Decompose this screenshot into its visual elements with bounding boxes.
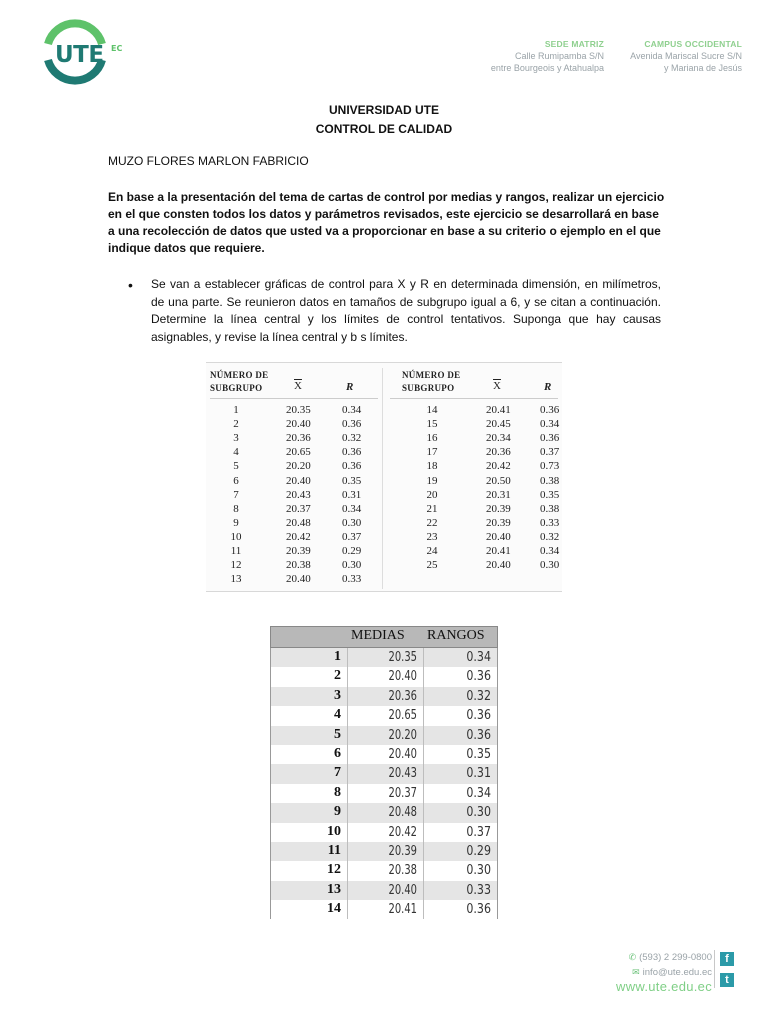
grid-line: [347, 861, 348, 880]
media-value: 20.20: [388, 727, 417, 743]
book-subgroup-number: 23: [426, 530, 438, 543]
header-xbar-left: $\overline{X}$: [294, 380, 302, 392]
twitter-icon[interactable]: t: [720, 973, 734, 987]
header-rule: [390, 398, 558, 399]
book-subgroup-number: 3: [233, 432, 239, 445]
book-subgroup-number: 19: [426, 474, 438, 487]
book-xbar-value: 20.43: [286, 488, 311, 501]
book-r-value: 0.37: [540, 446, 560, 459]
campus-line: Avenida Mariscal Sucre S/N: [630, 51, 742, 61]
book-xbar-value: 20.40: [486, 530, 511, 543]
book-xbar-value: 20.48: [286, 516, 311, 529]
grid-line: [347, 687, 348, 706]
table-row: [270, 667, 498, 686]
row-number: 5: [334, 726, 341, 742]
row-number: 11: [327, 842, 341, 858]
book-xbar-value: 20.40: [286, 474, 311, 487]
book-r-value: 0.29: [342, 545, 362, 557]
header-line: SUBGRUPO: [210, 383, 263, 393]
header-line: NÚMERO DE: [210, 370, 269, 380]
grid-line: [423, 648, 424, 667]
rango-value: 0.29: [466, 843, 491, 859]
grid-line: [423, 687, 424, 706]
row-number: 1: [334, 649, 341, 664]
book-r-value: 0.34: [540, 418, 560, 431]
logo-text: UTE: [55, 42, 104, 68]
table-row: [270, 726, 498, 745]
row-number: 2: [334, 668, 341, 684]
book-data-table: [206, 362, 562, 592]
media-value: 20.38: [388, 863, 417, 879]
grid-line: [347, 764, 348, 783]
grid-line: [423, 861, 424, 880]
rango-value: 0.36: [466, 669, 491, 685]
book-r-value: 0.35: [342, 474, 362, 487]
author-name: MUZO FLORES MARLON FABRICIO: [108, 154, 309, 168]
grid-line: [423, 667, 424, 686]
book-xbar-value: 20.36: [486, 446, 511, 459]
book-r-value: 0.30: [342, 516, 362, 529]
book-subgroup-number: 13: [230, 573, 242, 586]
book-r-value: 0.31: [342, 488, 362, 501]
book-subgroup-number: 6: [233, 474, 239, 487]
book-xbar-value: 20.41: [486, 545, 511, 557]
table-row: [270, 706, 498, 725]
book-r-value: 0.34: [342, 502, 362, 515]
media-value: 20.37: [388, 785, 417, 801]
campus-occidental: [630, 38, 742, 74]
book-r-value: 0.33: [342, 573, 362, 586]
header-subgroup-left: [210, 369, 268, 395]
bullet-icon: •: [128, 277, 133, 293]
rango-value: 0.37: [466, 824, 491, 840]
campus-line: y Mariana de Jesús: [663, 63, 742, 73]
grid-line: [423, 706, 424, 725]
rango-value: 0.36: [466, 902, 491, 918]
table-row: [270, 842, 498, 861]
table-row: [270, 900, 498, 919]
book-xbar-value: 20.42: [486, 460, 511, 473]
campus-title: CAMPUS OCCIDENTAL: [644, 39, 742, 49]
campus-line: Calle Rumipamba S/N: [514, 51, 604, 61]
campus-line: entre Bourgeois y Atahualpa: [490, 63, 604, 73]
spreadsheet-table: [270, 626, 498, 919]
book-subgroup-number: 12: [230, 559, 242, 572]
rango-value: 0.34: [466, 650, 491, 665]
row-number: 10: [327, 823, 341, 839]
grid-line: [423, 726, 424, 745]
book-r-value: 0.37: [342, 530, 362, 543]
grid-line: [347, 745, 348, 764]
instructions-paragraph: En base a la presentación del tema de cartas de control por medias y rangos, realizar un ejercicio en el que consten todos los datos y parámetros revisados, este ejercicio se desarrollará en base a una recolección de datos que usted va a proporcionar en base a su criterio o ejemplo en el que indique datos que requiere.: [108, 190, 665, 255]
campus-sede-matriz: [491, 38, 604, 74]
media-value: 20.39: [388, 843, 417, 859]
footer-email: ✉ info@ute.edu.ec: [632, 967, 712, 978]
header-r-left: R: [346, 381, 354, 393]
table-row: [270, 648, 498, 667]
book-subgroup-number: 24: [426, 545, 438, 557]
book-r-value: 0.38: [540, 502, 560, 515]
book-r-value: 0.32: [342, 432, 362, 445]
footer-contact: [616, 950, 712, 994]
book-subgroup-number: 9: [233, 516, 239, 529]
book-subgroup-number: 16: [426, 432, 438, 445]
rango-value: 0.36: [466, 727, 491, 743]
row-number: 3: [334, 687, 341, 703]
book-r-value: 0.36: [342, 446, 362, 459]
header-line: SUBGRUPO: [402, 383, 455, 393]
table-divider: [382, 368, 383, 589]
book-subgroup-number: 10: [230, 530, 242, 543]
table-row: [270, 745, 498, 764]
rango-value: 0.30: [466, 863, 491, 879]
media-value: 20.40: [388, 882, 417, 898]
header-line: NÚMERO DE: [402, 370, 461, 380]
grid-line: [423, 764, 424, 783]
book-r-value: 0.30: [342, 559, 362, 572]
media-value: 20.48: [388, 805, 417, 821]
header-rangos: RANGOS: [427, 628, 485, 643]
rango-value: 0.34: [466, 785, 491, 801]
book-xbar-value: 20.35: [286, 404, 311, 416]
grid-line: [423, 842, 424, 861]
media-value: 20.35: [388, 650, 417, 665]
grid-line: [423, 784, 424, 803]
book-r-value: 0.33: [540, 516, 560, 529]
book-xbar-value: 20.42: [286, 530, 311, 543]
book-xbar-value: 20.40: [286, 418, 311, 431]
footer-website[interactable]: www.ute.edu.ec: [616, 979, 712, 994]
book-xbar-value: 20.40: [486, 559, 511, 572]
exercise-statement: Se van a establecer gráficas de control para X y R en determinada dimensión, en milímetros, de una parte. Se reunieron datos en tamaños de subgrupo igual a 6, y se citan a continuación. Determine la línea central y los límites de control tentativos. Suponga que hay causas asignables, y revise la línea central y b s límites.: [151, 277, 661, 344]
book-subgroup-number: 21: [426, 502, 438, 515]
ute-logo: [40, 17, 123, 87]
grid-line: [347, 900, 348, 919]
table-row: [270, 764, 498, 783]
grid-line: [423, 803, 424, 822]
table-row: [270, 881, 498, 900]
spreadsheet-header: [270, 626, 498, 648]
table-row: [270, 784, 498, 803]
grid-line: [347, 648, 348, 667]
book-xbar-value: 20.34: [486, 432, 511, 445]
rango-value: 0.35: [466, 746, 491, 762]
book-xbar-value: 20.39: [486, 516, 511, 529]
book-subgroup-number: 7: [233, 488, 239, 501]
logo-ec: EC: [111, 44, 123, 53]
book-xbar-value: 20.39: [286, 545, 311, 557]
grid-line: [347, 881, 348, 900]
media-value: 20.43: [388, 766, 417, 782]
rango-value: 0.31: [466, 766, 491, 782]
book-xbar-value: 20.50: [486, 474, 511, 487]
header-r-right: R: [544, 381, 552, 393]
rango-value: 0.32: [466, 688, 491, 704]
grid-line: [347, 784, 348, 803]
rango-value: 0.33: [466, 882, 491, 898]
book-r-value: 0.36: [540, 432, 560, 445]
footer-separator: [714, 950, 715, 988]
book-subgroup-number: 4: [233, 446, 239, 459]
media-value: 20.41: [388, 902, 417, 918]
header-xbar-right: $\overline{X}$: [493, 380, 501, 392]
book-xbar-value: 20.36: [286, 432, 311, 445]
campus-title: SEDE MATRIZ: [544, 39, 604, 49]
grid-line: [423, 745, 424, 764]
phone-icon: ✆: [628, 952, 637, 962]
book-xbar-value: 20.41: [486, 404, 511, 416]
header-rule: [210, 398, 378, 399]
row-number: 8: [334, 784, 341, 800]
row-number: 12: [327, 862, 341, 878]
book-subgroup-number: 8: [233, 502, 239, 515]
row-number: 6: [334, 745, 341, 761]
book-r-value: 0.34: [342, 404, 362, 416]
grid-line: [347, 803, 348, 822]
book-subgroup-number: 22: [426, 516, 438, 529]
title-university: UNIVERSIDAD UTE: [328, 103, 439, 117]
book-r-value: 0.36: [342, 418, 362, 431]
book-xbar-value: 20.39: [486, 502, 511, 515]
book-r-value: 0.34: [540, 545, 560, 557]
book-subgroup-number: 17: [426, 446, 438, 459]
book-subgroup-number: 20: [426, 488, 438, 501]
book-xbar-value: 20.65: [286, 446, 311, 459]
book-r-value: 0.32: [540, 530, 560, 543]
row-number: 9: [334, 804, 341, 820]
book-subgroup-number: 2: [233, 418, 239, 431]
table-row: [270, 803, 498, 822]
media-value: 20.40: [388, 669, 417, 685]
book-r-value: 0.35: [540, 488, 560, 501]
table-row: [270, 861, 498, 880]
grid-line: [423, 900, 424, 919]
book-r-value: 0.38: [540, 474, 560, 487]
grid-line: [347, 842, 348, 861]
book-xbar-value: 20.40: [286, 573, 311, 586]
document-title: [0, 101, 768, 139]
grid-line: [347, 823, 348, 842]
media-value: 20.42: [388, 824, 417, 840]
table-row: [270, 823, 498, 842]
row-number: 7: [334, 765, 341, 781]
book-xbar-value: 20.31: [486, 488, 511, 501]
grid-line: [347, 706, 348, 725]
book-r-value: 0.30: [540, 559, 560, 572]
book-subgroup-number: 14: [426, 404, 438, 416]
media-value: 20.65: [388, 708, 417, 724]
book-xbar-value: 20.20: [286, 460, 311, 473]
book-xbar-value: 20.38: [286, 559, 311, 572]
book-subgroup-number: 15: [426, 418, 438, 431]
social-links: [716, 950, 740, 994]
media-value: 20.36: [388, 688, 417, 704]
rango-value: 0.36: [466, 708, 491, 724]
grid-line: [347, 726, 348, 745]
book-subgroup-number: 25: [426, 559, 438, 572]
book-xbar-value: 20.45: [486, 418, 511, 431]
row-number: 13: [327, 881, 341, 897]
book-subgroup-number: 18: [426, 460, 438, 473]
facebook-icon[interactable]: f: [720, 952, 734, 966]
row-number: 14: [327, 901, 341, 917]
book-subgroup-number: 1: [233, 404, 239, 416]
header-medias: MEDIAS: [351, 628, 405, 643]
book-subgroup-number: 5: [233, 460, 239, 473]
row-number: 4: [334, 707, 341, 723]
header-subgroup-right: [402, 369, 460, 395]
footer-phone: ✆ (593) 2 299-0800: [628, 952, 712, 963]
mail-icon: ✉: [632, 967, 640, 977]
grid-line: [347, 667, 348, 686]
title-course: CONTROL DE CALIDAD: [315, 122, 453, 136]
table-row: [270, 687, 498, 706]
book-r-value: 0.36: [540, 404, 560, 416]
grid-line: [423, 881, 424, 900]
rango-value: 0.30: [466, 805, 491, 821]
media-value: 20.40: [388, 746, 417, 762]
book-subgroup-number: 11: [230, 545, 242, 557]
book-xbar-value: 20.37: [286, 502, 311, 515]
book-r-value: 0.73: [540, 460, 560, 473]
grid-line: [423, 823, 424, 842]
book-r-value: 0.36: [342, 460, 362, 473]
